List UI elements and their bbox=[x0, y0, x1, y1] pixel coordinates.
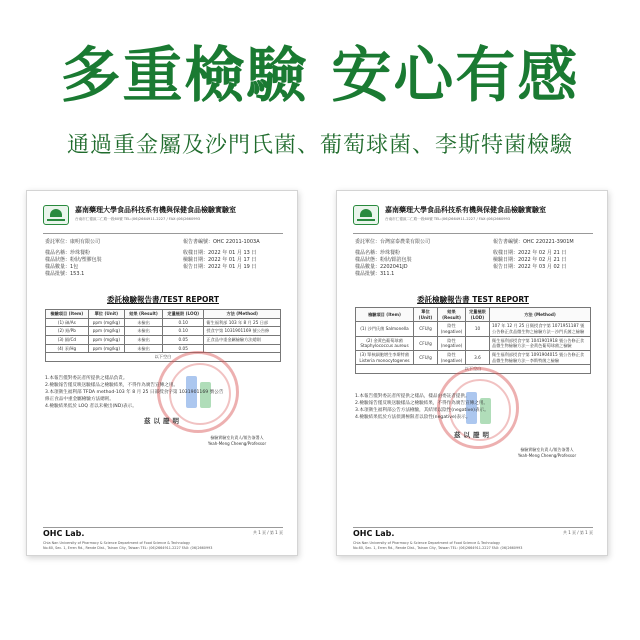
lab-title: 嘉南藥理大學食品科技系有機與保健食品檢驗實驗室 bbox=[75, 206, 236, 214]
signer-block bbox=[497, 447, 597, 459]
results-table bbox=[355, 307, 591, 374]
meta-report-no: 報告書編號：OHC 22011-1003A bbox=[183, 239, 260, 245]
meta-client: 委託單位：康明有限公司 bbox=[45, 239, 101, 245]
footer-brand: OHC Lab. bbox=[43, 529, 85, 538]
footer-divider bbox=[43, 527, 283, 528]
report-meta bbox=[355, 239, 591, 278]
table-row bbox=[46, 336, 281, 345]
cell-item: (3) 單核細胞增生李斯特菌 Listeria monocytogenes bbox=[356, 351, 414, 365]
cell-unit: CFU/g bbox=[414, 336, 438, 350]
lab-title: 嘉南藥理大學食品科技系有機與保健食品檢驗實驗室 bbox=[385, 206, 546, 214]
report-footer bbox=[353, 529, 593, 551]
table-row bbox=[356, 351, 591, 365]
footer-address: No.60, Sec. 1, Erren Rd., Rende Dist., Tainan City, Taiwan TEL: (06)2664911-2227 FAX: (06)2660993 bbox=[43, 546, 213, 551]
meta-report-date: 報告日期：2022 年 01 月 19 日 bbox=[183, 264, 257, 270]
signer-title: 檢驗實驗室負責人/報告簽署人 bbox=[520, 447, 574, 452]
cell-method: 授食字第 1031901169 號公告修 bbox=[204, 327, 281, 336]
lab-header bbox=[43, 205, 283, 229]
note-1: 1.本報告僅對委託者所提供之樣品負責。 bbox=[45, 376, 128, 381]
footer-university: Chia Nan University of Pharmacy & Science Department of Food Science & Technology bbox=[353, 540, 500, 545]
cell-result: 未檢出 bbox=[125, 327, 163, 336]
cell-item: (1) 沙門氏菌 Salmonella bbox=[356, 322, 414, 336]
cell-result: 未檢出 bbox=[125, 344, 163, 353]
cell-item: (3) 鎘/Cd bbox=[46, 336, 89, 345]
meta-test-date: 檢驗日期：2022 年 01 月 17 日 bbox=[183, 257, 257, 263]
footer-address: No.60, Sec. 1, Erren Rd., Rende Dist., Tainan City, Taiwan TEL: (06)2664911-2227 FAX: (06)2660993 bbox=[353, 546, 523, 551]
page-number: 共 1 頁 / 第 1 頁 bbox=[252, 530, 283, 535]
signer-name: Yeah-Meng Cheeng/Professor bbox=[207, 441, 267, 446]
note-1: 1.本報告僅對委託者所提供之樣品，樣品由委託者提供。 bbox=[355, 394, 470, 399]
meta-sample-qty: 樣品數量：2202041JD bbox=[355, 264, 408, 270]
meta-sample-state: 樣品狀態：粉狀/塑膠包裝 bbox=[45, 257, 102, 263]
divider bbox=[43, 233, 283, 234]
note-2: 2.檢驗報告僅反映送驗樣品之檢驗結果，不得作為廣告宣傳之用。 bbox=[355, 401, 489, 407]
cell-method bbox=[204, 344, 281, 353]
cell-result: 未檢出 bbox=[125, 318, 163, 327]
cell-method: 衛生福利部授食字第 1091904015 號公告修正食品微生物檢驗方法－李斯特菌之檢驗 bbox=[490, 351, 591, 365]
cell-item: (4) 汞/Hg bbox=[46, 344, 89, 353]
lab-address: 台南市仁德區二仁路一段60號 TEL:(06)2664911-2227 / FAX:(06)2660993 bbox=[385, 217, 511, 221]
meta-client: 委託單位：台灣富泰農業有限公司 bbox=[355, 239, 431, 245]
col-result: 結果 (Result) bbox=[438, 308, 466, 322]
footer-brand: OHC Lab. bbox=[353, 529, 395, 538]
col-method: 方法 (Method) bbox=[490, 308, 591, 322]
cell-loq: 0.10 bbox=[163, 327, 204, 336]
cell-item: (2) 鉛/Pb bbox=[46, 327, 89, 336]
table-row bbox=[46, 353, 281, 362]
cell-unit: ppm (mg/kg) bbox=[88, 327, 124, 336]
meta-batch: 樣品批號：153.1 bbox=[45, 271, 85, 277]
meta-sample-qty: 樣品數量：1包 bbox=[45, 264, 79, 270]
subheadline: 通過重金屬及沙門氏菌、葡萄球菌、李斯特菌檢驗 bbox=[66, 133, 573, 158]
results-table bbox=[45, 309, 281, 362]
meta-batch: 樣品批號：311.1 bbox=[355, 271, 395, 277]
meta-received-date: 收樣日期：2022 年 02 月 21 日 bbox=[493, 250, 567, 256]
report-notes bbox=[355, 393, 591, 421]
meta-received-date: 收樣日期：2022 年 01 月 13 日 bbox=[183, 250, 257, 256]
footer-divider bbox=[353, 527, 593, 528]
footer-university: Chia Nan University of Pharmacy & Science Department of Food Science & Technology bbox=[43, 540, 190, 545]
col-lod: 定量極限 (LOD) bbox=[466, 308, 490, 322]
cell-item: (2) 金黃色葡萄球菌 Staphylococcus aureus bbox=[356, 336, 414, 350]
cell-lod bbox=[466, 336, 490, 350]
signer-name: Yeah-Meng Cheeng/Professor bbox=[517, 453, 577, 458]
lab-header bbox=[353, 205, 593, 229]
cell-unit: ppm (mg/kg) bbox=[88, 344, 124, 353]
lab-logo-icon bbox=[43, 205, 69, 225]
note-3b: 修正食品中重金屬檢驗方法總則。 bbox=[45, 397, 114, 403]
cell-result: 陰性 (negative) bbox=[438, 322, 466, 336]
report-notes bbox=[45, 375, 281, 411]
divider bbox=[353, 233, 593, 234]
lab-logo-icon bbox=[353, 205, 379, 225]
report-title: 委託檢驗報告書 TEST REPORT bbox=[417, 295, 529, 304]
cell-unit: ppm (mg/kg) bbox=[88, 318, 124, 327]
cell-loq: 0.05 bbox=[163, 344, 204, 353]
meta-test-date: 檢驗日期：2022 年 02 月 21 日 bbox=[493, 257, 567, 263]
cell-result: 陰性 (negative) bbox=[438, 336, 466, 350]
meta-sample-state: 樣品狀態：粉狀/鋁箔包裝 bbox=[355, 257, 412, 263]
col-unit: 單位 (Unit) bbox=[414, 308, 438, 322]
col-method: 方法 (Method) bbox=[204, 310, 281, 319]
col-unit: 單位 (Unit) bbox=[88, 310, 124, 319]
cell-unit: CFU/g bbox=[414, 351, 438, 365]
table-row bbox=[356, 322, 591, 336]
signer-title: 檢驗實驗室負責人/報告簽署人 bbox=[210, 435, 264, 440]
test-report-microbial bbox=[336, 190, 608, 556]
certification-line: 茲以證明 bbox=[144, 417, 182, 425]
col-item: 檢驗項目 (Item) bbox=[356, 308, 414, 322]
certification-line: 茲以證明 bbox=[454, 431, 492, 439]
cell-loq: 0.10 bbox=[163, 318, 204, 327]
meta-report-no: 報告書編號：OHC 220221-3901M bbox=[493, 239, 574, 245]
cell-lod: 3.6 bbox=[466, 351, 490, 365]
empty-line-note: 以下空白 bbox=[46, 353, 281, 362]
cell-method: 衛生福利部 103 年 8 月 25 日部 bbox=[204, 318, 281, 327]
cell-method: 衛生福利部授食字第 1041901918 號公告修正食品微生物檢驗方法－金黃色葡萄球菌之檢驗 bbox=[490, 336, 591, 350]
note-3: 3.本項衛生福利部 TFDA method-103 年 8 月 25 日部授食字第 1031901169 號公告 bbox=[45, 390, 224, 396]
cell-method: 正食品中重金屬檢驗方法總則 bbox=[204, 336, 281, 345]
col-result: 結果 (Result) bbox=[125, 310, 163, 319]
cell-unit: CFU/g bbox=[414, 322, 438, 336]
test-report-heavy-metals bbox=[26, 190, 298, 556]
signer-block bbox=[187, 435, 287, 447]
cell-item: (1) 砷/As bbox=[46, 318, 89, 327]
page-number: 共 1 頁 / 第 1 頁 bbox=[562, 530, 593, 535]
cell-method: 107 年 12 月 25 日衛授食字第 1071951187 號公告修正食品微生物之檢驗方法－沙門氏菌之檢驗 bbox=[490, 322, 591, 336]
note-3: 3.本項衛生福利部公告方法檢驗，其結果以陰性(negative)表示。 bbox=[355, 408, 489, 414]
meta-sample-name: 樣品名稱：珍珠餐粉 bbox=[355, 250, 401, 256]
cell-result: 未檢出 bbox=[125, 336, 163, 345]
empty-line-note: 以下空白 bbox=[356, 365, 591, 374]
cell-loq: 0.05 bbox=[163, 336, 204, 345]
note-4: 4.檢驗結果低於 LOQ 者以未檢出(ND)表示。 bbox=[45, 404, 137, 410]
table-row bbox=[46, 318, 281, 327]
note-4: 4.檢驗結果低於方法偵測極限者以陰性(negative)表示。 bbox=[355, 415, 471, 421]
meta-sample-name: 樣品名稱：珍珠餐粉 bbox=[45, 250, 91, 256]
report-meta bbox=[45, 239, 281, 278]
headline: 多重檢驗 安心有感 bbox=[60, 41, 580, 111]
cell-lod: 10 bbox=[466, 322, 490, 336]
report-footer bbox=[43, 529, 283, 551]
table-row bbox=[46, 327, 281, 336]
meta-report-date: 報告日期：2022 年 03 月 02 日 bbox=[493, 264, 567, 270]
note-2: 2.檢驗報告僅反映送驗樣品之檢驗結果，不得作為廣告宣傳之用。 bbox=[45, 383, 179, 389]
report-title: 委託檢驗報告書/TEST REPORT bbox=[107, 295, 219, 304]
cell-result: 陰性 (negative) bbox=[438, 351, 466, 365]
cell-unit: ppm (mg/kg) bbox=[88, 336, 124, 345]
lab-address: 台南市仁德區二仁路一段60號 TEL:(06)2664911-2227 / FAX:(06)2660993 bbox=[75, 217, 201, 221]
col-item: 檢驗項目 (Item) bbox=[46, 310, 89, 319]
table-row bbox=[356, 336, 591, 350]
table-row bbox=[46, 344, 281, 353]
col-loq: 定量極限 (LOQ) bbox=[163, 310, 204, 319]
